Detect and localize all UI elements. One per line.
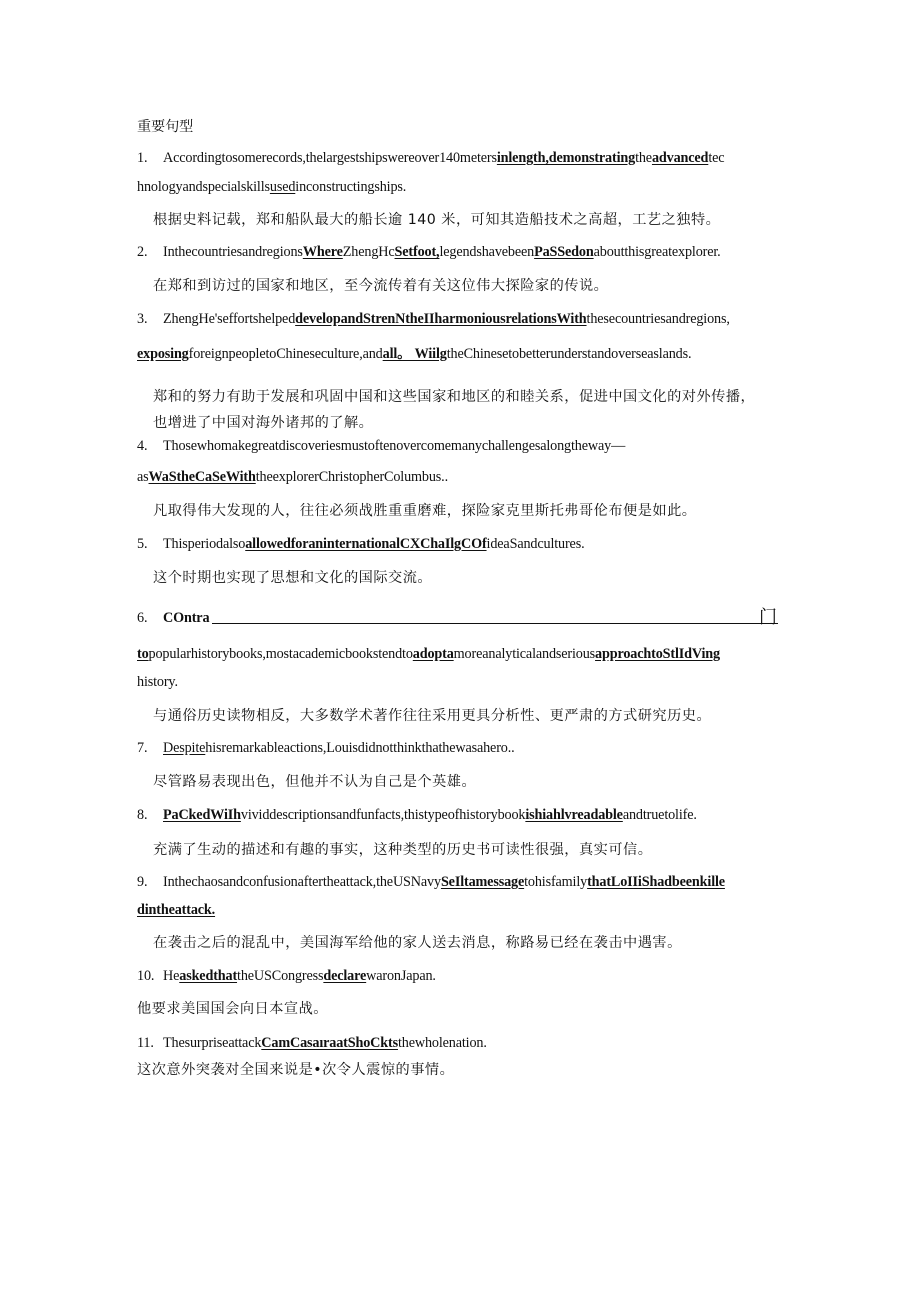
translation-4: 凡取得伟大发现的人，往往必须战胜重重磨难，探险家克里斯托弗哥伦布便是如此。 xyxy=(153,503,697,519)
key-phrase: CamCasaıraatShoCkts xyxy=(261,1035,398,1051)
key-phrase: developandStrenNtheIIharmoniousrelationsWith xyxy=(295,311,587,327)
key-phrase: approachtoStlIdVing xyxy=(595,646,720,662)
translation-7: 尽管路易表现出色，但他并不认为自己是个英雄。 xyxy=(153,774,477,790)
sentence-1-line-2: hnologyandspecialskillsusedinconstructingships. xyxy=(137,179,407,195)
key-phrase: allowedforaninternationalCXChaIlgCOf xyxy=(245,536,487,552)
key-phrase: advanced xyxy=(651,150,709,166)
translation-11: 这次意外突袭对全国来说是•次令人震惊的事情。 xyxy=(137,1062,455,1078)
sentence-6-line-1 xyxy=(137,608,800,628)
sentence-2: 2. InthecountriesandregionsWhereZhengHcSetfoot,legendshavebeenPaSSedonaboutthisgreatexplorer. xyxy=(137,244,721,260)
item-number: 3. xyxy=(137,311,148,327)
item-number: 5. xyxy=(137,536,148,552)
key-phrase: PaSSedon xyxy=(534,244,594,260)
key-phrase: WaStheCaSeWith xyxy=(148,469,256,485)
translation-10: 他要求美国国会向日本宣战。 xyxy=(137,1001,328,1017)
item-number: 9. xyxy=(137,874,148,890)
translation-3-line-1: 郑和的努力有助于发展和巩固中国和这些国家和地区的和睦关系，促进中国文化的对外传播， xyxy=(153,389,756,405)
key-phrase: Despite xyxy=(163,740,206,756)
key-phrase: askedthat xyxy=(179,968,238,984)
translation-2: 在郑和到访过的国家和地区，至今流传着有关这位伟大探险家的传说。 xyxy=(153,278,609,294)
sentence-4-line-2: asWaStheCaSeWiththeexplorerChristopherColumbus.. xyxy=(137,469,448,485)
sentence-3-line-1: 3. ZhengHe'seffortshelpeddevelopandStrenNtheIIharmoniousrelationsWiththesecountriesandregions, xyxy=(137,311,730,327)
item-number: 10. xyxy=(137,968,155,984)
sentence-4-line-1: 4. Thosewhomakegreatdiscoveriesmustoftenovercomemanychallengesalongtheway— xyxy=(137,438,626,454)
key-phrase: thatLoIIiShadbeenkille xyxy=(587,874,725,890)
section-heading: 重要句型 xyxy=(137,119,194,135)
sentence-6-line-2: topopularhistorybooks,mostacademicbookstendtoadoptamoreanalyticalandseriousapproachtoStlIdVing xyxy=(137,646,720,662)
translation-8: 充满了生动的描述和有趣的事实，这种类型的历史书可读性很强，真实可信。 xyxy=(153,842,653,858)
sentence-9-line-2 xyxy=(137,900,800,920)
translation-6: 与通俗历史读物相反，大多数学术著作往往采用更具分析性、更严肃的方式研究历史。 xyxy=(153,708,712,724)
key-phrase: used xyxy=(269,179,296,195)
sentence-6-line-3: history. xyxy=(137,674,178,690)
key-phrase: exposing xyxy=(137,346,189,362)
key-phrase: dintheattack. xyxy=(137,902,216,918)
sentence-9-line-1: 9. Inthechaosandconfusionaftertheattack,theUSNavySeIltamessagetohisfamilythatLoIIiShadbeenkille xyxy=(137,874,725,890)
item-number: 11. xyxy=(137,1035,154,1051)
answer-blank-line xyxy=(212,623,778,624)
key-phrase: inlength,demonstrating xyxy=(496,150,636,166)
key-phrase: to xyxy=(137,646,149,662)
translation-1: 根据史料记载，郑和船队最大的船长逾 140 米，可知其造船技术之高超，工艺之独特。 xyxy=(153,212,721,228)
item-number: 8. xyxy=(137,807,148,823)
key-phrase: declare xyxy=(323,968,367,984)
sentence-7: 7. Despitehisremarkableactions,Louisdidnotthinkthathewasahero.. xyxy=(137,740,515,756)
key-phrase: PaCkedWiIh xyxy=(163,807,241,823)
key-phrase: adopta xyxy=(412,646,454,662)
key-phrase: ishiahlvreadable xyxy=(525,807,623,823)
translation-9: 在袭击之后的混乱中，美国海军给他的家人送去消息，称路易已经在袭击中遇害。 xyxy=(153,935,682,951)
item-number: 6. xyxy=(137,610,148,626)
sentence-1-line-1: 1. Accordingtosomerecords,thelargestshipswereover140metersinlength,demonstratingtheadvancedtec xyxy=(137,150,725,166)
item-number: 1. xyxy=(137,150,148,166)
key-phrase: SeIltamessage xyxy=(440,874,525,890)
bracket-mark: 门 xyxy=(759,607,777,628)
key-phrase: Where xyxy=(302,244,343,260)
sentence-11: 11. ThesurpriseattackCamCasaıraatShoCktsthewholenation. xyxy=(137,1035,487,1051)
sentence-5: 5. ThisperiodalsoallowedforaninternationalCXChaIlgCOfideaSandcultures. xyxy=(137,536,585,552)
key-phrase: all。 Wiilg xyxy=(382,346,447,362)
sentence-10: 10. HeaskedthattheUSCongressdeclarewaronJapan. xyxy=(137,968,436,984)
item-number: 7. xyxy=(137,740,148,756)
key-phrase: COntra xyxy=(163,610,210,626)
item-number: 2. xyxy=(137,244,148,260)
sentence-3-line-2: exposingforeignpeopletoChineseculture,andall。 WiilgtheChinesetobetterunderstandoverseaslands. xyxy=(137,346,692,362)
translation-3-line-2: 也增进了中国对海外诸邦的了解。 xyxy=(153,415,374,431)
key-phrase: Setfoot, xyxy=(394,244,440,260)
translation-5: 这个时期也实现了思想和文化的国际交流。 xyxy=(153,570,433,586)
item-number: 4. xyxy=(137,438,148,454)
sentence-8: 8. PaCkedWiIhvividdescriptionsandfunfacts,thistypeofhistorybookishiahlvreadableandtruetolife. xyxy=(137,807,697,823)
